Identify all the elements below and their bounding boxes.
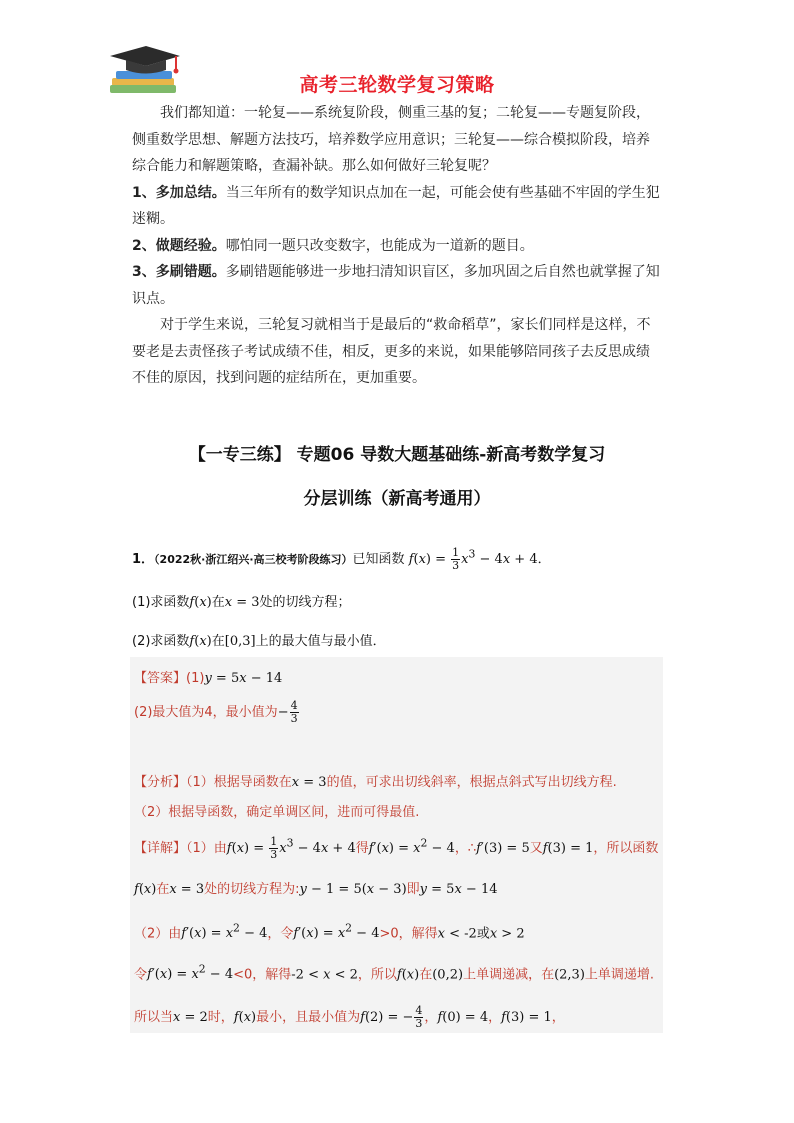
- detail-line-2: f(x)在x = 3处的切线方程为:y − 1 = 5(x − 3)即y = 5x − 14: [134, 882, 498, 897]
- tip-2-body: 哪怕同一题只改变数字，也能成为一道新的题目。: [225, 237, 534, 254]
- tip-1-body: 当三年所有的数学知识点加在一起，可能会使有些基础不牢固的学生犯迷糊。: [132, 184, 660, 227]
- question-part-2: (2)求函数f(x)在[0,3]上的最大值与最小值．: [132, 634, 386, 649]
- analysis-line-1: 【分析】（1）根据导函数在x = 3的值，可求出切线斜率，根据点斜式写出切线方程.: [134, 775, 617, 790]
- detail-line-4: 令$f'(x) = x^2 - 4<0$，解得-2 < x < 2，所以f(x)在(0,2)上单调递减，在(2,3)上单调递增.: [134, 963, 655, 983]
- function-formula: f(x) = $\frac{1}{3}$ $x^3 - 4x + 4$: [408, 546, 538, 572]
- tip-3-heading: 3、多刷错题。: [132, 264, 226, 280]
- question-source: （2022秋·浙江绍兴·高三校考阶段练习）: [154, 553, 353, 566]
- tip-item-1: [132, 180, 662, 233]
- intro-paragraph: 我们都知道：一轮复——系统复阶段，侧重三基的复；二轮复——专题复阶段，侧重数学思想、解题方法技巧，培养数学应用意识；三轮复——综合模拟阶段，培养综合能力和解题策略，查漏补缺。那么如何做好三轮复呢？: [132, 105, 650, 174]
- tip-3-body: 多刷错题能够进一步地扫清知识盲区，多加巩固之后自然也就掌握了知识点。: [132, 264, 660, 307]
- question-stem: 1．（2022秋·浙江绍兴·高三校考阶段练习）已知函数 f(x) = $\frac{1}{3}$ $x^3 - 4x + 4$．: [132, 546, 551, 572]
- section-title-line-1: 【一专三练】 专题06 导数大题基础练-新高考数学复习: [188, 445, 606, 465]
- tip-item-2: [132, 233, 662, 260]
- question-number: 1．: [132, 552, 155, 567]
- tip-2-heading: 2、做题经验。: [132, 237, 226, 254]
- detail-line-1: 【详解】（1）由f(x) = $\frac{1}{3}$ $x^3 - 4x + 4$得$f'(x) = x^2 - 4$，∴f′(3) = 5又f(3) = 1，所以函数: [134, 835, 659, 861]
- question-part-1: (1)求函数f(x)在x = 3处的切线方程；: [132, 595, 351, 610]
- section-title-line-2: 分层训练（新高考通用）: [303, 489, 491, 509]
- answer-line-1: 【答案】(1)y = 5x − 14: [134, 671, 283, 686]
- document-title: 高考三轮数学复习策略: [299, 74, 495, 96]
- closing-paragraph: 对于学生来说，三轮复习就相当于是最后的“救命稻草”，家长们同样是这样，不要老是去责怪孩子考试成绩不佳，相反，更多的来说，如果能够陪同孩子去反思成绩不佳的原因，找到问题的症结所在，更加重要。: [132, 317, 651, 386]
- detail-line-3: （2）由$f'(x) = x^2 - 4$，令$f'(x) = x^2 - 4>0$，解得x < -2或x > 2: [134, 922, 525, 942]
- detail-line-5: 所以当x = 2时，f(x)最小，且最小值为f(2) = − $\frac{4}{3}$ ，f(0) = 4，f(3) = 1，: [134, 1004, 565, 1030]
- tip-1-heading: 1、多加总结。: [132, 184, 226, 201]
- analysis-line-2: （2）根据导函数，确定单调区间，进而可得最值.: [134, 805, 420, 820]
- question-stem-text: 已知函数: [352, 552, 405, 567]
- intro-section: [132, 100, 662, 392]
- tip-item-3: [132, 259, 662, 312]
- answer-line-2: (2)最大值为4，最小值为− $\frac{4}{3}$: [134, 699, 298, 725]
